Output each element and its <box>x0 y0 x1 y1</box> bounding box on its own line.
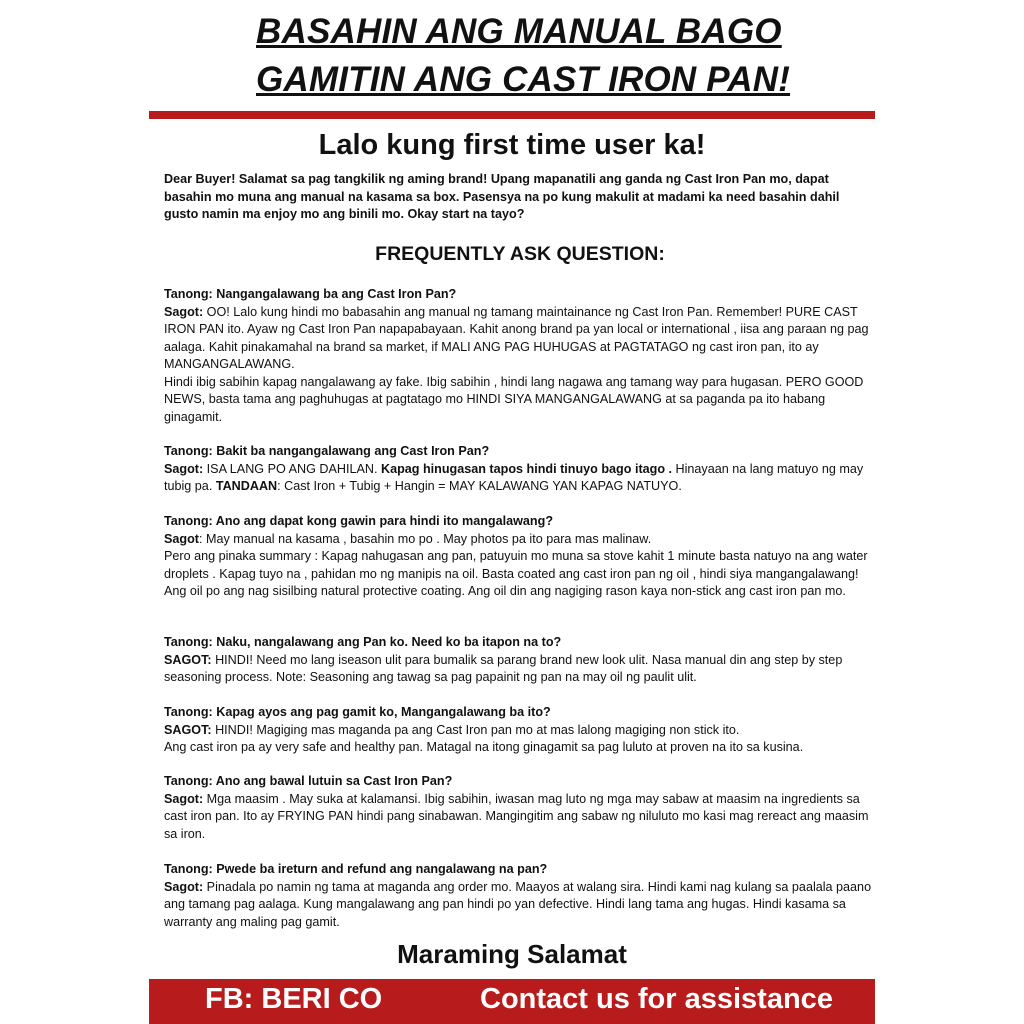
answer-text: Pinadala po namin ng tama at maganda ang order mo. Maayos at walang sira. Hindi kami nag kulang sa paalala paano ang tamang pag aalaga. Kung mangalawang ang pan hindi po yan defective. Hindi lang tama ang hugas. Hindi kasama sa warranty ang maling pag gamit. <box>164 879 872 929</box>
faq-question: Tanong: Ano ang bawal lutuin sa Cast Iron Pan? <box>164 774 453 788</box>
answer-label: SAGOT: <box>164 722 212 737</box>
answer-text: : Cast Iron + Tubig + Hangin = MAY KALAWANG YAN KAPAG NATUYO. <box>277 479 682 493</box>
faq-answer <box>164 723 739 737</box>
answer-label: Sagot <box>164 531 199 546</box>
answer-text: : May manual na kasama , basahin mo po . May photos pa ito para mas malinaw. <box>198 531 652 546</box>
faq-question: Tanong: Bakit ba nangangalawang ang Cast Iron Pan? <box>164 444 490 458</box>
faq-item-2 <box>164 443 876 496</box>
title-line-1: BASAHIN ANG MANUAL BAGO <box>256 12 782 51</box>
answer-label: SAGOT: <box>164 652 212 667</box>
answer-label: Sagot: <box>164 461 204 476</box>
faq-question: Tanong: Nangangalawang ba ang Cast Iron Pan? <box>164 287 457 301</box>
answer-text: Mga maasim . May suka at kalamansi. Ibig sabihin, iwasan mag luto ng mga may sabaw at maasim na ingredients sa cast iron pan. Ito ay FRYING PAN hindi pang sinabawan. Mangingitim ang sabaw ng niluluto mo kasi mag rereact ang maasim sa iron. <box>164 791 869 841</box>
faq-answer <box>164 532 651 546</box>
contact-label: Contact us for assistance <box>480 983 833 1015</box>
faq-answer <box>164 305 869 372</box>
intro-paragraph: Dear Buyer! Salamat sa pag tangkilik ng aming brand! Upang mapanatili ang ganda ng Cast Iron Pan mo, dapat basahin mo muna ang manual na kasama sa box. Pasensya na po kung makulit at madami ka need basahin dahil gusto namin ma enjoy mo ang binili mo. Okay start na tayo? <box>164 172 840 222</box>
faq-answer-extra: Hindi ibig sabihin kapag nangalawang ay fake. Ibig sabihin , hindi lang nagawa ang tamang way para hugasan. PERO GOOD NEWS, basta tama ang paghuhugas at pagtatago mo HINDI SIYA MANGANGALAWANG at sa paganda pa ito habang ginagamit. <box>164 374 864 424</box>
answer-text: Hinayaan na lang matuyo ng may tubig pa. <box>164 461 864 493</box>
answer-text: ISA LANG PO ANG DAHILAN. <box>203 461 381 476</box>
answer-text: OO! Lalo kung hindi mo babasahin ang manual ng tamang maintainance ng Cast Iron Pan. Remember! PURE CAST IRON PAN ito. Ayaw ng Cast Iron Pan napapabayaan. Kahit anong brand pa yan local or international , iisa ang paraan ng pag aalaga. Kahit pinakamahal na brand sa market, if MALI ANG PAG HUHUGAS at PAGTATAGO ng cast iron pan, ito ay MANGANGALAWANG. <box>164 304 869 371</box>
faq-question: Tanong: Ano ang dapat kong gawin para hindi ito mangalawang? <box>164 514 554 528</box>
subtitle: Lalo kung first time user ka! <box>318 129 706 161</box>
red-divider <box>149 111 875 119</box>
faq-question: Tanong: Kapag ayos ang pag gamit ko, Mangangalawang ba ito? <box>164 705 551 719</box>
facebook-label: FB: BERI CO <box>205 983 383 1015</box>
answer-label: Sagot: <box>164 304 204 319</box>
faq-answer <box>164 792 868 841</box>
faq-question: Tanong: Pwede ba ireturn and refund ang nangalawang na pan? <box>164 862 548 876</box>
answer-text: HINDI! Need mo lang iseason ulit para bumalik sa parang brand new look ulit. Nasa manual din ang step by step seasoning process. Note: Seasoning ang tawag sa pag papainit ng pan na may oil ng paulit ulit. <box>164 652 843 684</box>
faq-answer <box>164 653 842 685</box>
faq-answer-extra: Pero ang pinaka summary : Kapag nahugasan ang pan, patuyuin mo muna sa stove kahit 1 minute basta natuyo na ang water droplets . Kapag tuyo na , pahidan mo ng manipis na oil. Basta coated ang cast iron pan ng oil , hindi siya mangangalawang! Ang oil po ang nag sisilbing natural protective coating. Ang oil din ang nagiging rason kaya non-stick ang cast iron pan mo. <box>164 549 868 598</box>
faq-answer <box>164 462 863 494</box>
answer-emphasis: Kapag hinugasan tapos hindi tinuyo bago itago . <box>380 461 673 476</box>
faq-item-3 <box>164 513 876 601</box>
faq-answer-extra: Ang cast iron pa ay very safe and healthy pan. Matagal na itong ginagamit sa pag luluto at proven na ito sa kusina. <box>164 740 804 754</box>
answer-text: HINDI! Magiging mas maganda pa ang Cast Iron pan mo at mas lalong magiging non stick ito. <box>211 722 740 737</box>
faq-answer <box>164 880 871 929</box>
answer-emphasis: TANDAAN <box>215 479 278 493</box>
faq-item-7 <box>164 861 876 931</box>
faq-item-4 <box>164 634 876 687</box>
faq-question: Tanong: Naku, nangalawang ang Pan ko. Need ko ba itapon na to? <box>164 635 562 649</box>
faq-item-1 <box>164 286 876 426</box>
closing-thanks: Maraming Salamat <box>397 939 627 969</box>
answer-label: Sagot: <box>164 879 204 894</box>
title-line-2: GAMITIN ANG CAST IRON PAN! <box>256 60 791 99</box>
footer-banner <box>149 979 875 1024</box>
faq-item-5 <box>164 704 876 757</box>
faq-heading: FREQUENTLY ASK QUESTION: <box>375 243 665 265</box>
faq-item-6 <box>164 773 876 843</box>
answer-label: Sagot: <box>164 791 204 806</box>
